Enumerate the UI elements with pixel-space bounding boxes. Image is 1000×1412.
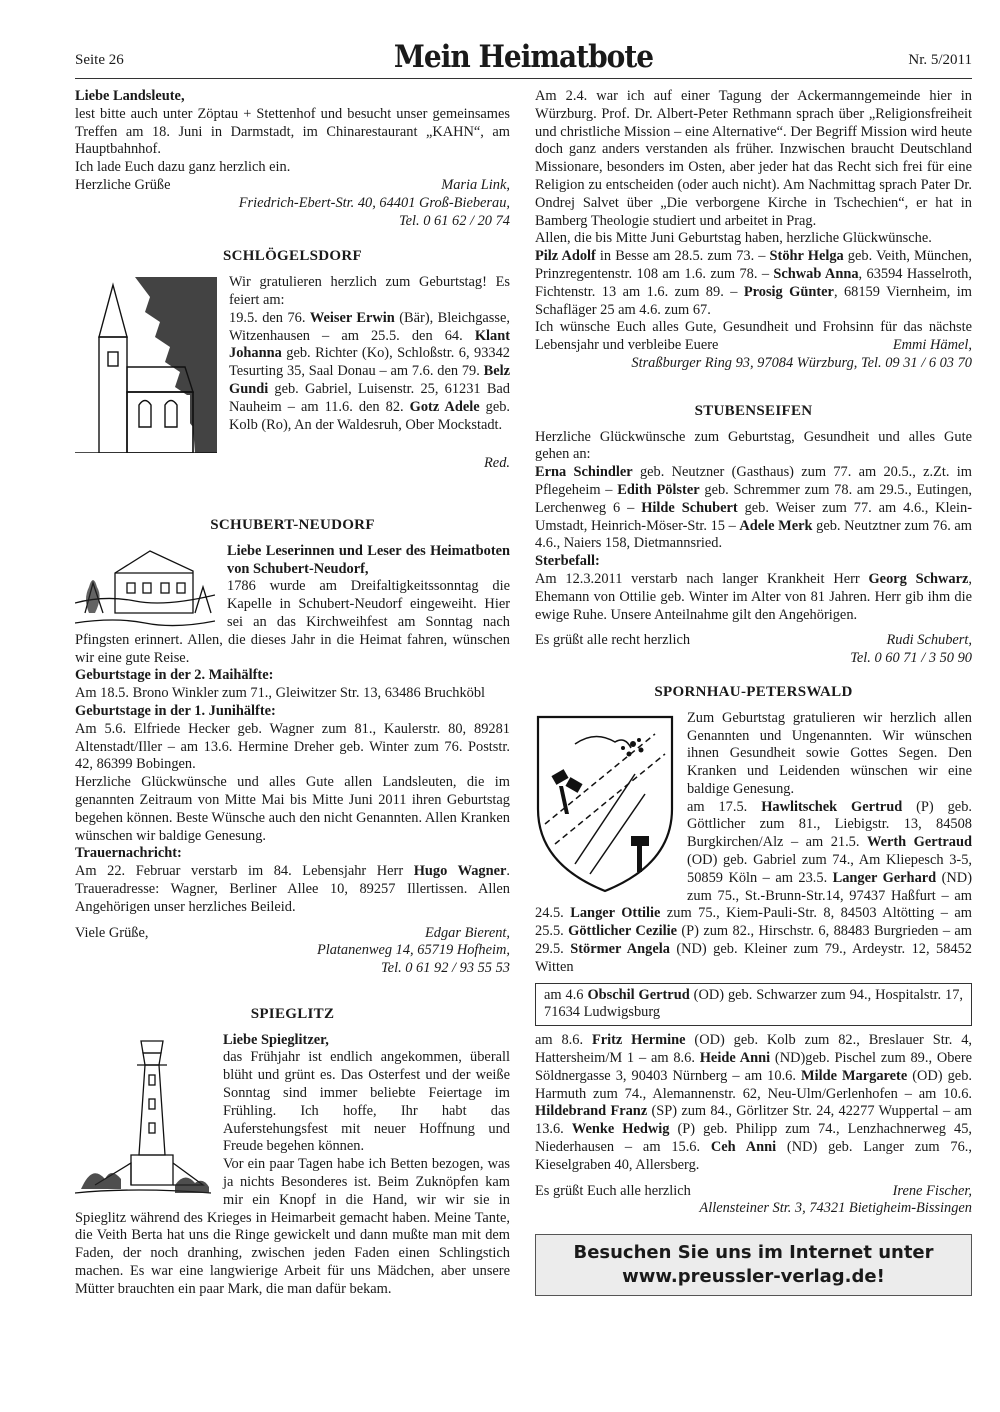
text-fragment: (ND) geb. Kleiner zum 79., Ardeystr. 12, 58452 Witten — [535, 941, 972, 975]
text-fragment: geb. Richter (Ko), Schloßstr. 6, 93342 Tesurting 35, Saal Donau – am 7.6. den 79. — [229, 345, 510, 380]
schubert-signature — [75, 925, 510, 943]
village-illustration — [75, 543, 215, 629]
text-fragment: (SP) zum 84., Görlitzer Str. 24, 42277 Wuppertal – am 13.6. — [535, 1103, 972, 1138]
schubert-text-may: Am 18.5. Brono Winkler zum 71., Gleiwitzer Str. 13, 63486 Bruchköbl — [75, 685, 486, 702]
schloegelsdorf-intro: Wir gratulieren herzlich zum Geburtstag! Es feiert am: — [229, 274, 510, 308]
schubert-sub-may: Geburtstage in der 2. Maihälfte: — [75, 667, 274, 684]
ackermann-text1: Am 2.4. war ich auf einer Tagung der Ackermanngemeinde hier in Würzburg. Prof. Dr. Albert-Peter Rethmann sprach über „Religionsfreiheit und christliche Mission – eine Alternative“. Der Begriff Mission wird heute doch ganz anders verstanden als früher. Inzwischen braucht Deutschland Missionare, besonders im Osten, aber jeder hat das Recht sich frei für eine Religion zu entscheiden (oder auch nicht). Am Nachmittag sprach Pater Dr. Ondrej Salvet über „Die verborgene Kirche in Tschechien“, er hat in Bamberg Theologie studiert und arbeitet in Prag. — [535, 88, 972, 229]
coat-of-arms-icon — [535, 714, 675, 894]
text-fragment: (Bär), Bleichgasse, Witzenhausen – am 25.5. den 64. — [229, 309, 510, 344]
person-name: Stöhr Helga — [769, 248, 844, 265]
text-fragment: , 63594 Hasselroth, Fichtenstr. 13 am 1.6. zum 89. – — [535, 265, 972, 300]
person-name: Obschil Gertrud — [587, 986, 690, 1003]
spornhau-intro: Zum Geburtstag gratulieren wir herzlich allen Genannten und Ungenannten. Wir wünschen ihnen Gesundheit sowie Gottes Segen. Den Kranken und Leidenden wünschen wir eine baldige Genesung. — [687, 709, 972, 797]
text-fragment: am 8.6. — [535, 1032, 592, 1049]
right-column — [535, 88, 972, 1296]
text-fragment: geb. Schremmer zum 78. am 29.5., Eutingen, Lerchenweg 6 – — [535, 481, 972, 516]
intro-address: Friedrich-Ebert-Str. 40, 64401 Groß-Bieberau, — [238, 194, 510, 211]
text-fragment: (ND) zum 75., St.-Brunn-Str.14, 97437 Haßfurt – am 24.5. — [535, 869, 972, 922]
text-fragment: (ND)geb. Pischel zum 89., Obere Söldnergasse 3, 90403 Nürnberg – am 10.6. — [535, 1050, 973, 1084]
text-fragment: geb. Neutztner zum 76. am 4.6., Naiers 158, Dietmannsried. — [535, 517, 972, 552]
schubert-greeting2: Viele Grüße, — [75, 924, 149, 941]
ackermann-address: Straßburger Ring 93, 97084 Würzburg, Tel. 09 31 / 6 03 70 — [631, 354, 972, 371]
text-fragment: geb. Weiser zum 77. am 4.6., Klein-Umstadt, Heinrich-Möser-Str. 15 – — [535, 499, 972, 534]
person-name: Langer Gerhard — [832, 869, 937, 886]
person-name: Hildebrand Franz — [535, 1103, 648, 1120]
banner-line1: Besuchen Sie uns im Internet unter — [573, 1242, 934, 1264]
text-fragment: , 68159 Viernheim, im Schafläger 25 am 4.6. zum 67. — [535, 283, 973, 318]
page-number: Seite 26 — [75, 52, 124, 68]
coat-of-arms — [535, 714, 675, 894]
schubert-wishes: Herzliche Glückwünsche und alles Gute allen Landsleuten, die im genannten Zeitraum von Mitte Mai bis Mitte Juni 2011 ihren Geburtstag begehen können. Beste Wünsche auch den nicht Genannten. Allen Kranken wünschen wir baldige Genesung. — [75, 774, 510, 844]
text-fragment: (P) zum 82., Hirschstr. 6, 88483 Burgrieden – am 29.5. — [535, 923, 972, 958]
highlight-box — [535, 983, 972, 1027]
person-name: Fritz Hermine — [591, 1032, 686, 1049]
person-name: Prosig Günter — [743, 283, 834, 300]
person-name: Georg Schwarz — [868, 570, 969, 587]
schubert-address: Platanenweg 14, 65719 Hofheim, — [316, 942, 510, 959]
person-name: Gotz Adele — [409, 398, 480, 415]
person-name: Hawlitschek Gertrud — [761, 798, 903, 815]
person-name: Langer Ottilie — [570, 905, 661, 922]
section-spornhau — [535, 710, 972, 1219]
stubenseifen-intro: Herzliche Glückwünsche zum Geburtstag, Gesundheit und alles Gute gehen an: — [535, 428, 972, 463]
spornhau-greeting: Es grüßt Euch alle herzlich — [535, 1182, 691, 1199]
tower-illustration — [75, 1035, 211, 1201]
schubert-phone: Tel. 0 61 92 / 93 55 53 — [381, 960, 510, 977]
section-schubert — [75, 543, 510, 978]
stubenseifen-greeting: Es grüßt alle recht herzlich — [535, 632, 691, 649]
intro-phone: Tel. 0 61 62 / 20 74 — [398, 212, 510, 229]
intro-letter — [75, 88, 510, 230]
section-title-spieglitz: SPIEGLITZ — [250, 1005, 335, 1022]
left-column — [75, 88, 510, 1299]
text-fragment: geb. Neutzner (Gasthaus) zum 77. am 20.5., z.Zt. im Pflegeheim – — [535, 464, 972, 498]
text-fragment: Ich wünsche Euch alles Gute, Gesundheit und Frohsinn für das nächste Lebensjahr und verbleibe Euere — [535, 319, 972, 354]
intro-greeting: Herzliche Grüße — [75, 176, 171, 193]
stubenseifen-sub-death: Sterbefall: — [535, 553, 600, 570]
stubenseifen-name: Rudi Schubert, — [886, 632, 972, 649]
text-fragment: am 17.5. — [687, 798, 762, 815]
intro-signature — [75, 177, 510, 195]
text-fragment: am 4.6 — [544, 986, 588, 1003]
person-name: Schwab Anna — [773, 265, 859, 282]
text-fragment: zum 75., Kiem-Pauli-Str. 8, 84503 Altötting – am 25.5. — [535, 905, 972, 940]
ackermann-text3 — [535, 319, 972, 355]
person-name: Göttlicher Cezilie — [568, 923, 677, 940]
person-name: Milde Margarete — [800, 1067, 908, 1084]
masthead-title: Mein Heimatbote — [393, 38, 654, 75]
spornhau-birthdays-june — [535, 1032, 972, 1174]
person-name: Weiser Erwin — [309, 309, 395, 326]
person-name: Hugo Wagner — [413, 863, 507, 880]
text-fragment: (OD) geb. Harmuth zum 74., Alemannenstr. 62, Neu-Ulm/Gerlenhofen – am 10.6. — [535, 1067, 972, 1102]
stubenseifen-birthdays — [535, 464, 972, 553]
schubert-sub-mourning: Trauernachricht: — [75, 845, 182, 862]
church-icon — [75, 277, 217, 453]
person-name: Störmer Angela — [570, 941, 670, 958]
text-fragment: geb. Veith, München, Prinzregentenstr. 108 am 1.6. zum 78. – — [535, 248, 972, 282]
stubenseifen-death-text — [535, 571, 972, 624]
section-title-spornhau: SPORNHAU-PETERSWALD — [654, 683, 853, 700]
issue-number: Nr. 5/2011 — [908, 52, 972, 68]
spieglitz-text1: das Frühjahr ist endlich angekommen, überall blüht und grünt es. Das Osterfest und der weiße Sonntag sind immer beliebte Feiertage im Frühling. Ich hoffe, Ihr habt das Auferstehungsfest mit neuer Hoffnung und Freude begehen können. — [223, 1049, 510, 1155]
person-name: Werth Gertraud — [866, 834, 972, 851]
text-fragment: , Ehemann von Ottilie geb. Winter im Alter von 81 Jahren. Herr gib ihm die ewige Ruhe. Unsere Anteilnahme gilt den Angehörigen. — [535, 570, 972, 623]
person-name: Heide Anni — [699, 1050, 771, 1067]
person-name: Adele Merk — [739, 517, 813, 534]
spieglitz-greeting: Liebe Spieglitzer, — [223, 1031, 329, 1048]
text-fragment: 19.5. den 76. — [229, 309, 310, 326]
intro-text: lest bitte auch unter Zöptau + Stettenhof und besucht unser gemeinsames Treffen am 18. Juni in Darmstadt, im Chinarestaurant „KAHN“, am Hauptbahnhof. — [75, 105, 510, 158]
schubert-name: Edgar Bierent, — [425, 924, 510, 941]
text-fragment: . Traueradresse: Wagner, Berliner Allee 10, 89257 Illertissen. Allen Angehörigen unser herzliches Beileid. — [75, 863, 510, 915]
section-title-stubenseifen: STUBENSEIFEN — [694, 402, 813, 419]
house-icon — [75, 543, 215, 629]
schubert-text-june: Am 5.6. Elfriede Hecker geb. Wagner zum 81., Kaulerstr. 80, 89281 Altenstadt/Iller – am 13.6. Hermine Dreher geb. Winter zum 76. Poststr. 42, 86399 Bobingen. — [75, 720, 510, 773]
header-rule — [75, 78, 972, 79]
spornhau-signature — [535, 1183, 972, 1201]
person-name: Belz Gundi — [229, 363, 510, 397]
ackermann-letter — [535, 88, 972, 373]
intro-name: Maria Link, — [441, 176, 510, 193]
text-fragment: Am 12.3.2011 verstarb nach langer Krankheit Herr — [535, 570, 869, 587]
section-title-schloegelsdorf: SCHLÖGELSDORF — [223, 248, 362, 265]
person-name: Klant Johanna — [229, 327, 510, 362]
stubenseifen-signature — [535, 632, 972, 650]
section-schloegelsdorf — [75, 274, 510, 473]
page-header — [75, 40, 972, 80]
tower-icon — [75, 1035, 211, 1201]
schubert-mourning-text — [75, 863, 510, 916]
person-name: Edith Pölster — [617, 481, 700, 498]
text-fragment: geb. Gabriel, Luisenstr. 25, 61231 Bad Nauheim – am 11.6. den 82. — [229, 380, 510, 415]
church-illustration — [75, 277, 217, 453]
person-name: Hilde Schubert — [641, 499, 738, 516]
text-fragment: (ND) geb. Langer zum 76., Kieselgraben 40, Allersberg. — [535, 1139, 973, 1173]
stubenseifen-phone: Tel. 0 60 71 / 3 50 90 — [850, 650, 972, 667]
banner-url-link[interactable]: www.preussler-verlag.de! — [622, 1266, 885, 1288]
ackermann-text2: Allen, die bis Mitte Juni Geburtstag haben, herzliche Glückwünsche. — [535, 230, 932, 247]
text-fragment: in Besse am 28.5. zum 73. – — [595, 248, 770, 265]
section-spieglitz — [75, 1032, 510, 1299]
section-title-schubert: SCHUBERT-NEUDORF — [210, 516, 375, 533]
text-fragment: (OD) geb. Kolb zum 82., Breslauer Str. 4, Hattersheim/M 1 – am 8.6. — [535, 1032, 972, 1067]
schubert-text: 1786 wurde am Dreifaltigkeitssonntag die Kapelle in Schubert-Neudorf eingeweiht. Hier sei an das Kirchweihfest am Sonntag nach Pfingsten erinnert. Allen, die dieses Jahr in die Heimat fahren, wünschen wir eine gute Reise. — [75, 578, 510, 666]
spornhau-highlight — [544, 987, 963, 1023]
section-stubenseifen — [535, 429, 972, 668]
ackermann-name: Emmi Hämel, — [892, 337, 972, 354]
spornhau-name: Irene Fischer, — [892, 1182, 972, 1199]
text-fragment: (OD) geb. Schwarzer zum 94., Hospitalstr. 17, 71634 Ludwigsburg — [544, 986, 964, 1021]
schubert-greeting: Liebe Leserinnen und Leser des Heimatboten von Schubert-Neudorf, — [227, 542, 510, 577]
spornhau-address: Allensteiner Str. 3, 74321 Bietigheim-Bissingen — [699, 1200, 972, 1217]
text-fragment: (P) geb. Philipp zum 74., Lenzhachnerweg 45, Niederhausen – am 15.6. — [535, 1121, 972, 1156]
text-fragment: geb. Kolb (Ro), An der Waldesruh, Ober Mockstadt. — [229, 398, 511, 433]
website-banner — [535, 1234, 972, 1296]
person-name: Erna Schindler — [535, 464, 633, 481]
ackermann-birthdays — [535, 248, 972, 319]
intro-invite: Ich lade Euch dazu ganz herzlich ein. — [75, 159, 291, 176]
text-fragment: (P) geb. Göttlicher zum 81., Liebigstr. 13, 84508 Burgkirchen/Alz – am 21.5. — [687, 798, 972, 851]
text-fragment: Am 22. Februar verstarb im 84. Lebensjahr Herr — [75, 863, 414, 880]
intro-heading: Liebe Landsleute, — [75, 88, 185, 104]
person-name: Wenke Hedwig — [571, 1121, 670, 1138]
person-name: Ceh Anni — [710, 1139, 777, 1156]
spieglitz-text2: Vor ein paar Tagen habe ich Betten bezogen, was ja nichts Besonderes ist. Beim Zuknöpfen kam mir ein Knopf in die Hand, wir wir sie in Spieglitz während des Krieges in Heimarbeit gemacht haben. Meine Tante, die Veith Berta hat uns die Ringe gewickelt und dann mußte man mit dem Faden, der noch dranhing, zwischen jeden Faden einen Schlingstich machen. Es war eine langwierige Arbeit für uns Mädchen, aber unsere Mütter brauchten ein paar Mark, die man dafür bekam. — [75, 1156, 510, 1297]
person-name: Pilz Adolf — [535, 248, 596, 265]
schubert-sub-june: Geburtstage in der 1. Junihälfte: — [75, 702, 276, 719]
schloegelsdorf-sign: Red. — [484, 455, 510, 472]
text-fragment: (OD) geb. Gabriel zum 74., Am Kliepesch 3-5, 50859 Köln – am 23.5. — [687, 852, 972, 886]
